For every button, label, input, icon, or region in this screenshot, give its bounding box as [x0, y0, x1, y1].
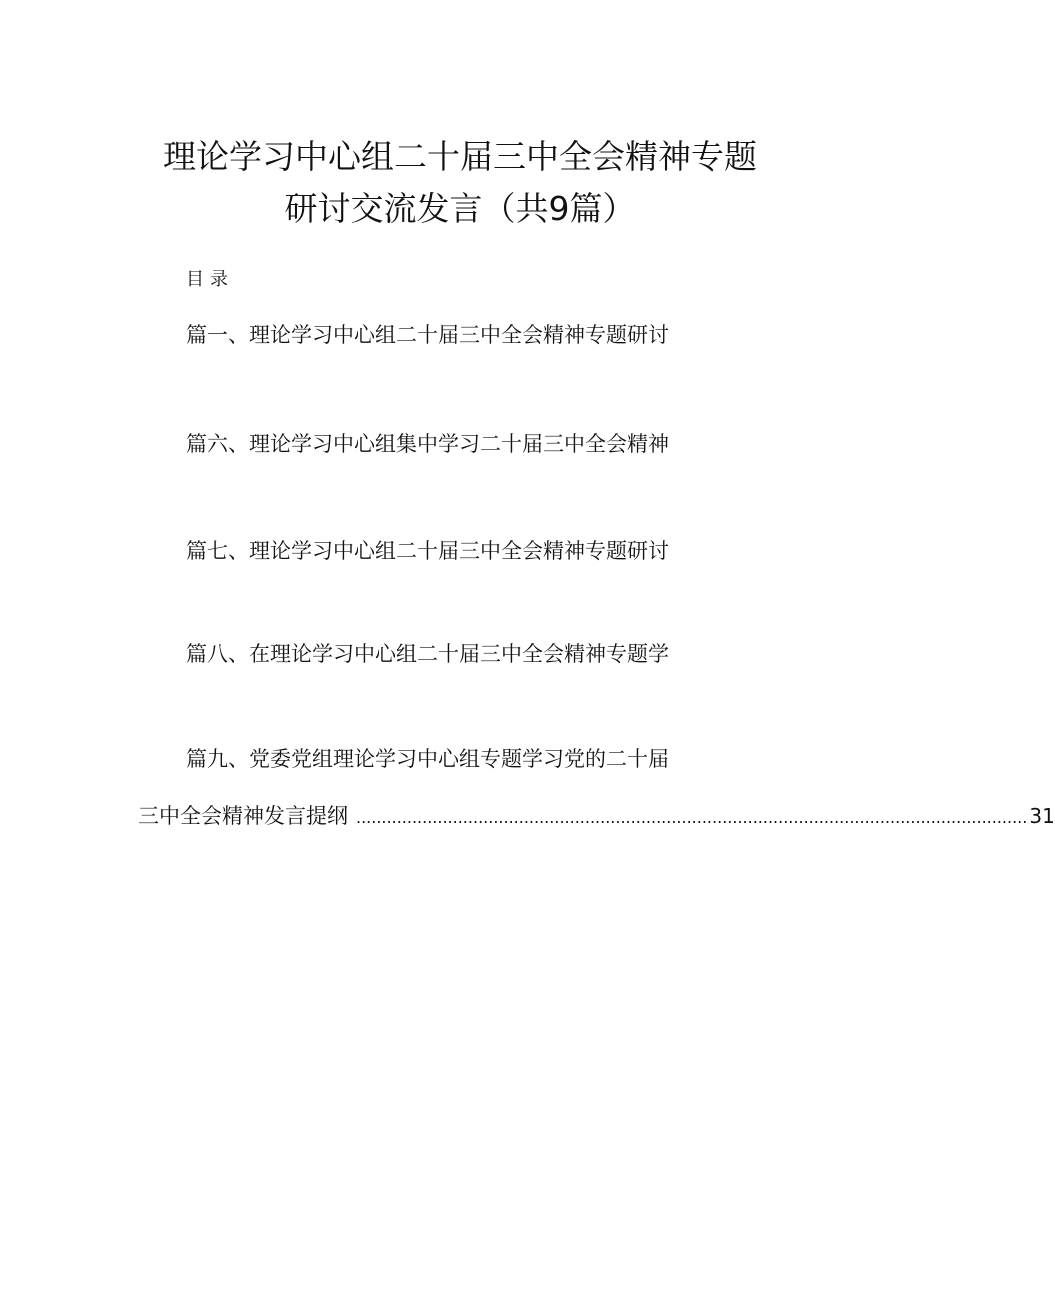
toc-entry[interactable]: 篇八、在理论学习中心组二十届三中全会精神专题学 [186, 642, 669, 666]
toc-leader-dots: .................................................................................................................................... [356, 808, 1028, 827]
toc-entry[interactable]: 篇六、理论学习中心组集中学习二十届三中全会精神 [186, 432, 669, 456]
toc-page-number: 31 [1029, 804, 1055, 828]
toc-entry-continuation[interactable] [138, 800, 1055, 832]
document-title-line-2: 研讨交流发言（共9篇） [284, 189, 636, 228]
toc-entry[interactable]: 篇九、党委党组理论学习中心组专题学习党的二十届 [186, 747, 669, 771]
toc-heading: 目录 [186, 269, 234, 290]
toc-entry[interactable]: 篇七、理论学习中心组二十届三中全会精神专题研讨 [186, 539, 669, 563]
toc-entry[interactable]: 篇一、理论学习中心组二十届三中全会精神专题研讨 [186, 323, 669, 347]
toc-entry-continuation-text: 三中全会精神发言提纲 [138, 804, 348, 828]
document-title-line-1: 理论学习中心组二十届三中全会精神专题 [163, 137, 757, 176]
